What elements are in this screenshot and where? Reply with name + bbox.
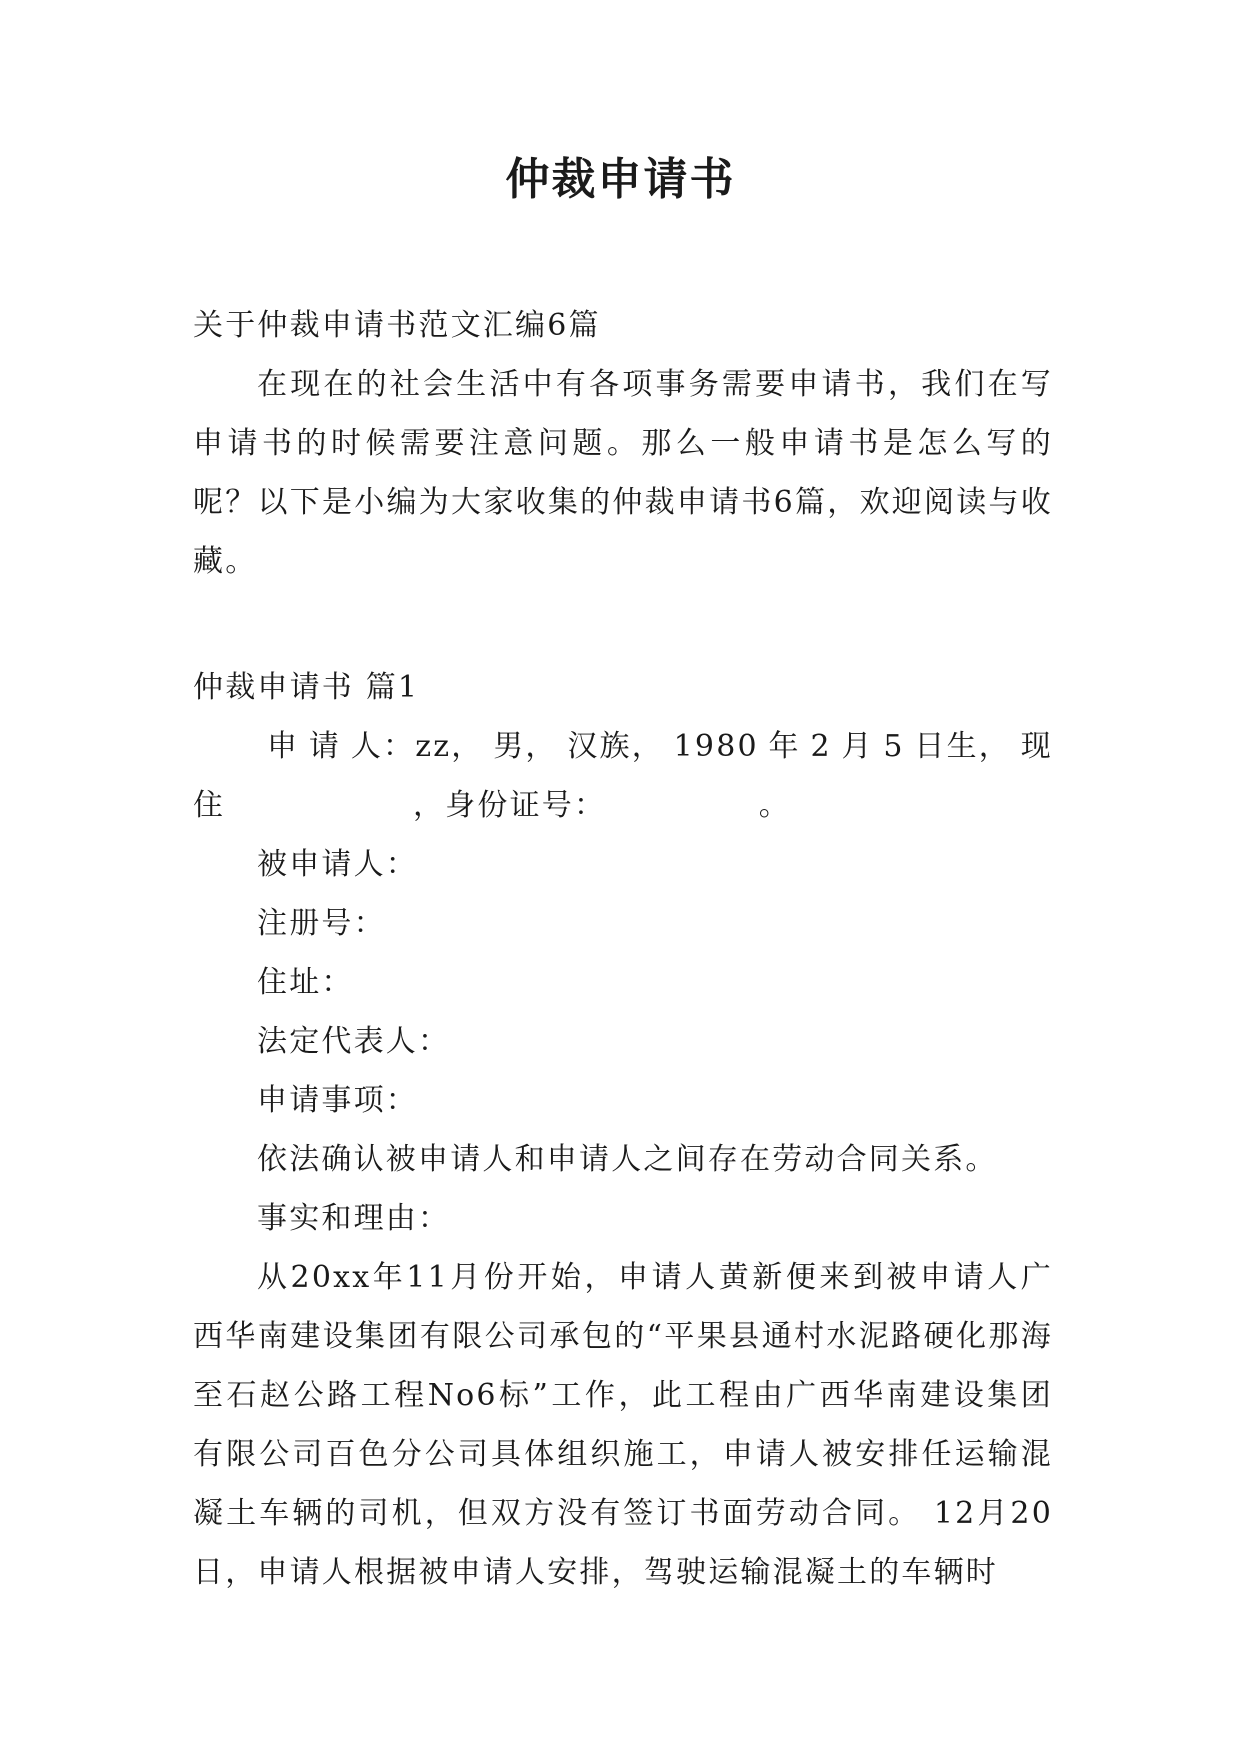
applicant-part: 请 [308, 729, 342, 764]
applicant-part: 5 [883, 729, 905, 764]
address-label: 住址： [257, 965, 354, 1000]
facts-paragraph: 从20xx年11月份开始，申请人黄新便来到被申请人广西华南建设集团有限公司承包的“平果县通村水泥路硬化那海至石赵公路工程No6标”工作，此工程由广西华南建设集团有限公司百色分公司具体组织施工，申请人被安排任运输混凝土车辆的司机，但双方没有签订书面劳动合同。 12月20日，申请人根据被申请人安排，驾驶运输混凝土的车辆时 [193, 1260, 1053, 1590]
applicant-part: 男， [493, 729, 558, 764]
registration-label: 注册号： [257, 906, 386, 941]
intro-paragraph: 在现在的社会生活中有各项事务需要申请书，我们在写申请书的时候需要注意问题。那么一般申请书是怎么写的呢？以下是小编为大家收集的仲裁申请书6篇，欢迎阅读与收藏。 [193, 367, 1053, 579]
applicant-part: 1980 [673, 729, 759, 764]
applicant-part: 申 [267, 729, 300, 764]
residence-line: 住 ，身份证号： 。 [193, 788, 791, 823]
claims-text: 依法确认被申请人和申请人之间存在劳动合同关系。 [257, 1142, 998, 1177]
applicant-part: 日生， [914, 729, 1011, 764]
applicant-part: 汉族， [567, 729, 664, 764]
section-heading: 仲裁申请书 篇1 [193, 670, 420, 705]
applicant-part: 人：zz， [350, 729, 484, 764]
claims-label: 申请事项： [257, 1083, 418, 1118]
legal-representative-label: 法定代表人： [257, 1024, 451, 1059]
document-subtitle: 关于仲裁申请书范文汇编6篇 [193, 308, 601, 343]
applicant-part: 年 [768, 729, 801, 764]
facts-label: 事实和理由： [257, 1201, 451, 1236]
applicant-part: 现 [1020, 729, 1053, 764]
applicant-part: 月 [841, 729, 874, 764]
document-body [193, 296, 1053, 1602]
respondent-label: 被申请人： [257, 847, 418, 882]
document-title: 仲裁申请书 [505, 154, 736, 205]
applicant-part: 2 [810, 729, 832, 764]
applicant-line [193, 717, 1053, 776]
